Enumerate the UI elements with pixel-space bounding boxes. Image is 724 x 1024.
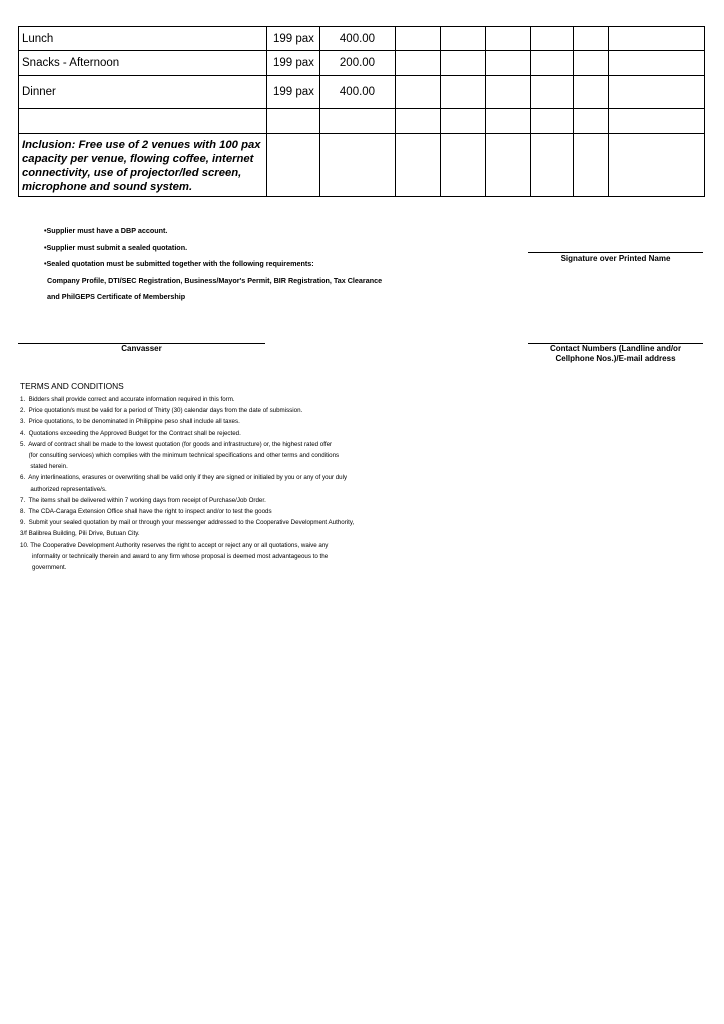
supplier-notes xyxy=(44,226,382,309)
canvasser-label: Canvasser xyxy=(121,344,162,353)
terms-line: informality or technically therein and award to any firm whose proposal is deemed most advantageous to the xyxy=(20,552,329,560)
terms-line: 9. Submit your sealed quotation by mail or through your messenger addressed to the Cooperative Development Authority, xyxy=(20,519,355,527)
empty-cell xyxy=(441,109,486,134)
empty-cell xyxy=(609,76,705,109)
note-line: •Supplier must submit a sealed quotation. xyxy=(44,242,188,252)
empty-cell xyxy=(609,134,705,197)
item-cell xyxy=(19,109,267,134)
empty-cell xyxy=(531,134,574,197)
terms-line: 3/f Balibrea Building, Pili Drive, Butuan City. xyxy=(20,530,140,538)
note-line: •Sealed quotation must be submitted together with the following requirements: xyxy=(44,259,314,269)
empty-cell xyxy=(531,27,574,51)
empty-cell xyxy=(531,109,574,134)
empty-cell xyxy=(396,134,441,197)
terms-line: 7. The items shall be delivered within 7 working days from receipt of Purchase/Job Order. xyxy=(20,496,266,504)
empty-cell xyxy=(486,134,531,197)
empty-cell xyxy=(531,51,574,76)
empty-cell xyxy=(396,27,441,51)
price-cell: 400.00 xyxy=(320,27,396,51)
empty-cell xyxy=(574,134,609,197)
terms-line: government. xyxy=(20,564,67,572)
signature-label: Signature over Printed Name xyxy=(560,254,671,263)
item-cell: Snacks - Afternoon xyxy=(19,51,267,76)
empty-cell xyxy=(441,51,486,76)
terms-line: 8. The CDA-Caraga Extension Office shall have the right to inspect and/or to test the goods xyxy=(20,508,272,516)
price-cell: 400.00 xyxy=(320,76,396,109)
empty-cell xyxy=(396,109,441,134)
table-row xyxy=(19,27,705,51)
empty-cell xyxy=(486,109,531,134)
empty-cell xyxy=(574,27,609,51)
item-cell: Dinner xyxy=(19,76,267,109)
empty-cell xyxy=(320,134,396,197)
empty-cell xyxy=(396,51,441,76)
empty-cell xyxy=(574,51,609,76)
table-row xyxy=(19,76,705,109)
terms-line: 1. Bidders shall provide correct and accurate information required in this form. xyxy=(20,396,235,403)
note-line: Company Profile, DTI/SEC Registration, Business/Mayor's Permit, BIR Registration, Tax Clearance xyxy=(47,275,383,285)
terms-and-conditions xyxy=(20,381,440,573)
terms-line: 6. Any interlineations, erasures or overwriting shall be valid only if they are signed or initialed by you or any of your duly xyxy=(20,474,348,482)
empty-cell xyxy=(531,76,574,109)
terms-line: stated herein. xyxy=(20,463,68,471)
contact-label-line: Contact Numbers (Landline and/or xyxy=(549,344,682,353)
note-line: •Supplier must have a DBP account. xyxy=(44,226,168,235)
price-cell: 200.00 xyxy=(320,51,396,76)
qty-cell: 199 pax xyxy=(267,76,320,109)
qty-cell: 199 pax xyxy=(267,27,320,51)
terms-line: 10. The Cooperative Development Authority reserves the right to accept or reject any or all quotations, waive any xyxy=(20,541,329,549)
empty-cell xyxy=(574,76,609,109)
terms-line: 2. Price quotation/s must be valid for a period of Thirty (30) calendar days from the date of submission. xyxy=(20,407,303,415)
table-row xyxy=(19,134,705,197)
qty-cell: 199 pax xyxy=(267,51,320,76)
signature-line xyxy=(528,252,703,253)
note-line: and PhilGEPS Certificate of Membership xyxy=(47,292,186,302)
terms-title: TERMS AND CONDITIONS xyxy=(20,381,124,391)
empty-cell xyxy=(486,27,531,51)
empty-cell xyxy=(609,109,705,134)
contact-label xyxy=(528,344,703,364)
empty-cell xyxy=(574,109,609,134)
table-row xyxy=(19,109,705,134)
empty-cell xyxy=(609,27,705,51)
inclusion-cell: Inclusion: Free use of 2 venues with 100 pax capacity per venue, flowing coffee, internet connectivity, use of projector/led screen, microphone and sound system. xyxy=(19,134,267,197)
empty-cell xyxy=(267,134,320,197)
empty-cell xyxy=(486,51,531,76)
terms-line: (for consulting services) which complies with the minimum technical specifications and other terms and conditions xyxy=(20,452,340,460)
terms-line: authorized representative/s. xyxy=(20,485,107,493)
empty-cell xyxy=(609,51,705,76)
empty-cell xyxy=(441,134,486,197)
terms-line: 3. Price quotations, to be denominated in Philippine peso shall include all taxes. xyxy=(20,418,240,426)
contact-label-line: Cellphone Nos.)/E-mail address xyxy=(555,354,676,363)
qty-cell xyxy=(267,109,320,134)
terms-line: 5. Award of contract shall be made to the lowest quotation (for goods and infrastructure) or, the highest rated offer xyxy=(20,440,333,448)
table-row xyxy=(19,51,705,76)
empty-cell xyxy=(441,76,486,109)
empty-cell xyxy=(441,27,486,51)
price-cell xyxy=(320,109,396,134)
terms-line: 4. Quotations exceeding the Approved Budget for the Contract shall be rejected. xyxy=(20,429,241,437)
empty-cell xyxy=(396,76,441,109)
quotation-table xyxy=(18,26,705,197)
item-cell: Lunch xyxy=(19,27,267,51)
empty-cell xyxy=(486,76,531,109)
terms-list xyxy=(20,394,440,573)
